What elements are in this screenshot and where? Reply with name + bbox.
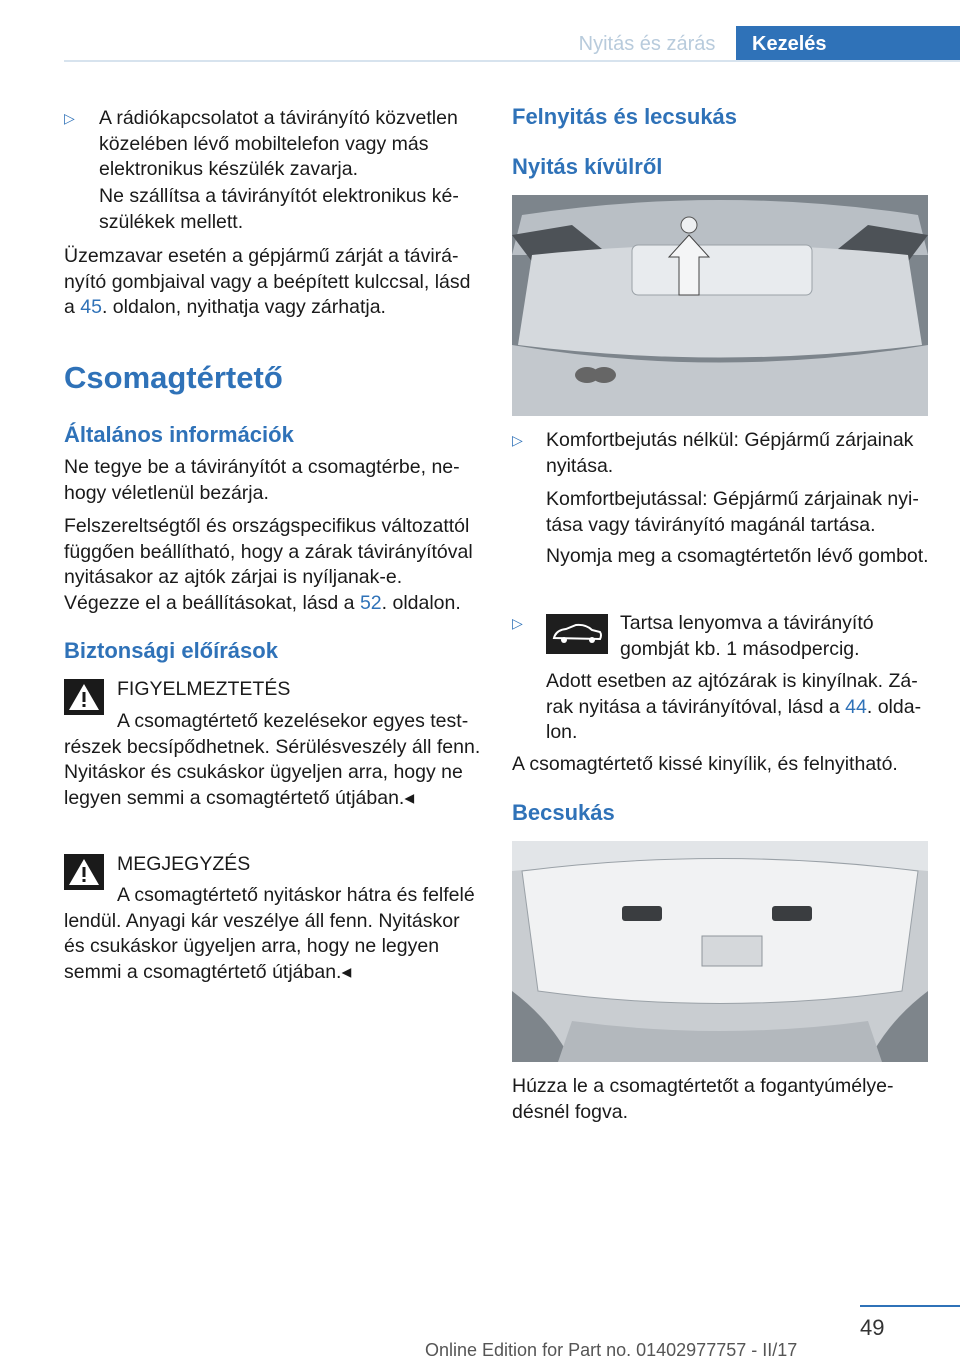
right-bullet-2: Tartsa lenyomva a távirányító gombját kb. 1 másodpercig.: [620, 612, 874, 660]
page-link-44[interactable]: 44: [845, 695, 867, 718]
warning-label: FIGYELMEZTETÉS: [117, 678, 291, 700]
header-tab: Kezelés: [736, 26, 960, 62]
right-para-after: A csomagtértető kissé kinyílik, és felnyitható.: [512, 753, 898, 775]
open-outside-title: Nyitás kívülről: [512, 154, 663, 179]
page-link-45[interactable]: 45: [80, 296, 102, 318]
open-close-title: Felnyitás és lecsukás: [512, 104, 738, 129]
right-bullet-2-sub: Adott esetben az ajtózárak is kinyílnak. Zárak nyitása a távirányítóval, lásd a 44. oldalon.: [546, 670, 922, 743]
left-para-1: Üzemzavar esetén a gépjármű zárját a távirányító gombjaival vagy a beépített kulccsal, lásd a 45. oldalon, nyithatja vagy zárhatja.: [64, 245, 471, 318]
car-trunk-button-icon: [546, 614, 608, 654]
general-para-2: Felszereltségtől és országspecifikus változattól függően beállítható, hogy a zárak távirányítóval nyitásakor az ajtók zárjai is nyíljanak-e. Végezze el a beállításokat, lásd a 52. oldalon.: [64, 515, 473, 614]
bullet-triangle-icon: ▷: [512, 432, 523, 448]
close-title: Becsukás: [512, 800, 615, 825]
edition-note: Online Edition for Part no. 01402977757 - II/17: [425, 1340, 798, 1360]
warning-text: A csomagtértető kezelésekor egyes testrészek becsípődhetnek. Sérülésveszély áll fenn. Nyitáskor és csukáskor ügyeljen arra, hogy ne legyen semmi a csomagtértető útjában.◂: [64, 710, 481, 809]
right-bullet-1-sub-2: Nyomja meg a csomagtértetőn lévő gombot.: [546, 545, 929, 567]
right-bullet-1-sub-1: Komfortbejutással: Gépjármű zárjainak nyitása vagy távirányító magánál tartása.: [546, 488, 919, 536]
bullet-triangle-icon: ▷: [512, 615, 523, 631]
header-section-title: Nyitás és zárás: [578, 33, 716, 55]
left-bullet-1-sub: Ne szállítsa a távirányítót elektronikus készülékek mellett.: [99, 185, 459, 233]
trunk-rear-illustration: [512, 195, 928, 416]
right-bullet-1: Komfortbejutás nélkül: Gépjármű zárjainak nyitása.: [546, 429, 914, 477]
page-number: 49: [860, 1315, 885, 1340]
notice-label: MEGJEGYZÉS: [117, 853, 251, 875]
notice-text: A csomagtértető nyitáskor hátra és felfelé lendül. Anyagi kár veszélye áll fenn. Nyitáskor és csukáskor ügyeljen arra, hogy ne legyen semmi a csomagtértető útjában.◂: [64, 884, 475, 983]
bullet-triangle-icon: ▷: [64, 110, 75, 126]
trunk-closing-illustration: [512, 841, 928, 1062]
page-link-52[interactable]: 52: [359, 591, 382, 614]
page-title: Csomagtértető: [64, 360, 283, 395]
general-info-title: Általános információk: [64, 422, 294, 447]
general-para-1: Ne tegye be a távirányítót a csomagtérbe, nehogy véletlenül bezárja.: [64, 456, 460, 504]
left-bullet-1: A rádiókapcsolatot a távirányító közvetlen közelében lévő mobiltelefon vagy más elektronikus készülék zavarja.: [99, 107, 458, 180]
header-divider: [64, 60, 960, 62]
close-text: Húzza le a csomagtértetőt a fogantyúmélyedésnél fogva.: [512, 1075, 894, 1123]
footer-divider: [860, 1305, 960, 1307]
safety-title: Biztonsági előírások: [64, 638, 278, 663]
